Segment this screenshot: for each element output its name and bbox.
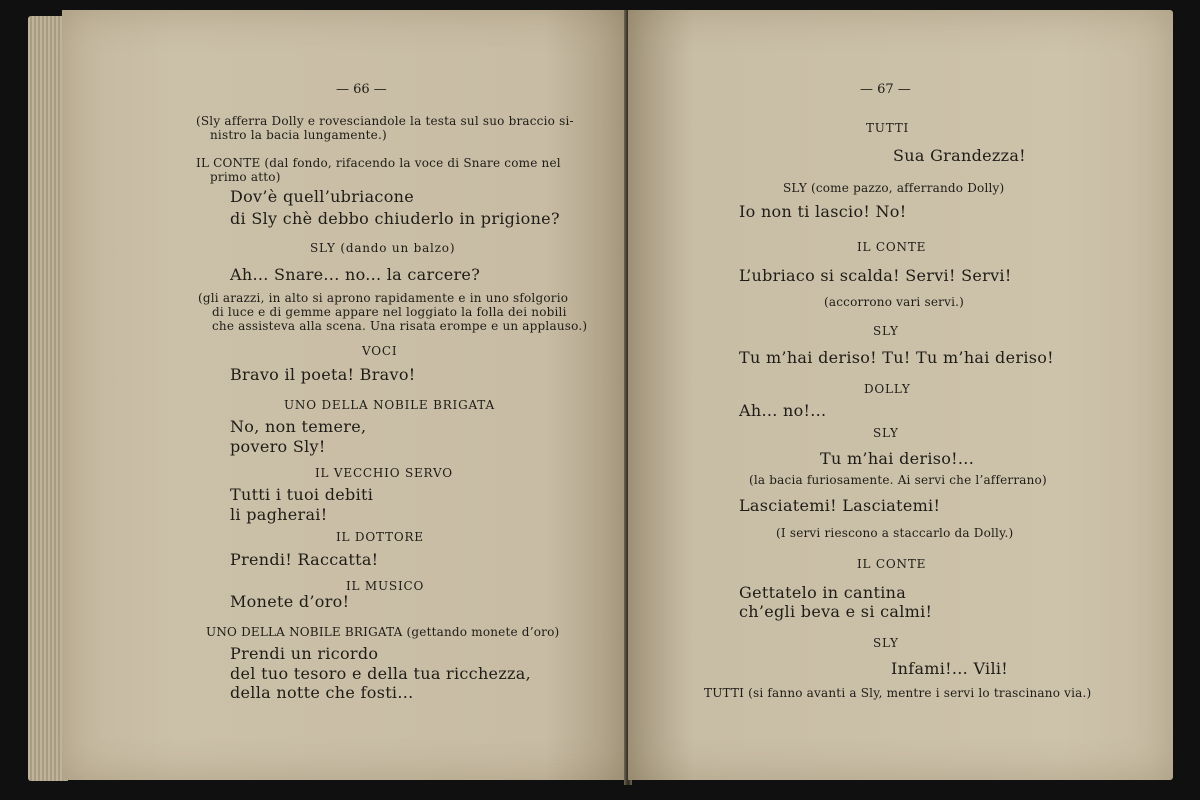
character-cue: SLY bbox=[873, 426, 899, 440]
verse-line: Bravo il poeta! Bravo! bbox=[230, 365, 416, 384]
verse-line: No, non temere, bbox=[230, 417, 367, 436]
verse-line: li pagherai! bbox=[230, 505, 328, 524]
character-cue: IL CONTE bbox=[857, 557, 927, 571]
verse-line: Prendi un ricordo bbox=[230, 644, 379, 663]
verse-line: Sua Grandezza! bbox=[893, 146, 1026, 165]
verse-line: della notte che fosti... bbox=[230, 683, 414, 702]
verse-line: Tu m’hai deriso! Tu! Tu m’hai deriso! bbox=[739, 348, 1054, 367]
character-cue: UNO DELLA NOBILE BRIGATA (gettando monete d’oro) bbox=[206, 625, 560, 639]
character-cue: IL DOTTORE bbox=[336, 530, 424, 544]
right-page bbox=[628, 10, 1173, 780]
stage-direction: che assisteva alla scena. Una risata erompe e un applauso.) bbox=[212, 319, 588, 333]
verse-line: Tutti i tuoi debiti bbox=[230, 485, 374, 504]
verse-line: Dov’è quell’ubriacone bbox=[230, 187, 414, 206]
page-number: — 67 — bbox=[860, 82, 911, 97]
character-cue: SLY (come pazzo, afferrando Dolly) bbox=[783, 181, 1005, 195]
verse-line: Infami!... Vili! bbox=[891, 659, 1009, 678]
character-cue: SLY bbox=[873, 324, 899, 338]
character-cue: TUTTI (si fanno avanti a Sly, mentre i servi lo trascinano via.) bbox=[704, 686, 1092, 700]
stage-direction: (Sly afferra Dolly e rovesciandole la testa sul suo braccio si- bbox=[196, 114, 574, 128]
verse-line: del tuo tesoro e della tua ricchezza, bbox=[230, 664, 532, 683]
verse-line: Io non ti lascio! No! bbox=[739, 202, 907, 221]
stage-direction: (la bacia furiosamente. Ai servi che l’afferrano) bbox=[749, 473, 1047, 487]
stage-direction: primo atto) bbox=[210, 170, 281, 184]
verse-line: ch’egli beva e si calmi! bbox=[739, 602, 933, 621]
character-cue: UNO DELLA NOBILE BRIGATA bbox=[284, 398, 495, 412]
verse-line: Tu m’hai deriso!... bbox=[820, 449, 975, 468]
character-cue: IL MUSICO bbox=[346, 579, 425, 593]
page-number: — 66 — bbox=[336, 82, 387, 97]
character-cue: VOCI bbox=[362, 344, 398, 358]
verse-line: Lasciatemi! Lasciatemi! bbox=[739, 496, 941, 515]
character-cue: IL VECCHIO SERVO bbox=[315, 466, 453, 480]
character-cue: IL CONTE bbox=[857, 240, 927, 254]
character-cue: SLY (dando un balzo) bbox=[310, 241, 456, 255]
verse-line: Prendi! Raccatta! bbox=[230, 550, 379, 569]
stage-direction: (accorrono vari servi.) bbox=[824, 295, 964, 309]
character-cue: IL CONTE (dal fondo, rifacendo la voce di Snare come nel bbox=[196, 156, 561, 170]
character-cue: TUTTI bbox=[866, 121, 910, 135]
stage-direction: nistro la bacia lungamente.) bbox=[210, 128, 387, 142]
verse-line: Ah... no!... bbox=[739, 401, 827, 420]
open-book bbox=[28, 10, 1173, 785]
verse-line: Ah... Snare... no... la carcere? bbox=[230, 265, 481, 284]
character-cue: SLY bbox=[873, 636, 899, 650]
stage-direction: (gli arazzi, in alto si aprono rapidamente e in uno sfolgorio bbox=[198, 291, 569, 305]
stage-direction: (I servi riescono a staccarlo da Dolly.) bbox=[776, 526, 1014, 540]
verse-line: L’ubriaco si scalda! Servi! Servi! bbox=[739, 266, 1012, 285]
verse-line: Monete d’oro! bbox=[230, 592, 350, 611]
character-cue: DOLLY bbox=[864, 382, 911, 396]
stage-direction: di luce e di gemme appare nel loggiato la folla dei nobili bbox=[212, 305, 567, 319]
left-page bbox=[62, 10, 630, 780]
verse-line: di Sly chè debbo chiuderlo in prigione? bbox=[230, 209, 560, 228]
verse-line: Gettatelo in cantina bbox=[739, 583, 907, 602]
verse-line: povero Sly! bbox=[230, 437, 326, 456]
